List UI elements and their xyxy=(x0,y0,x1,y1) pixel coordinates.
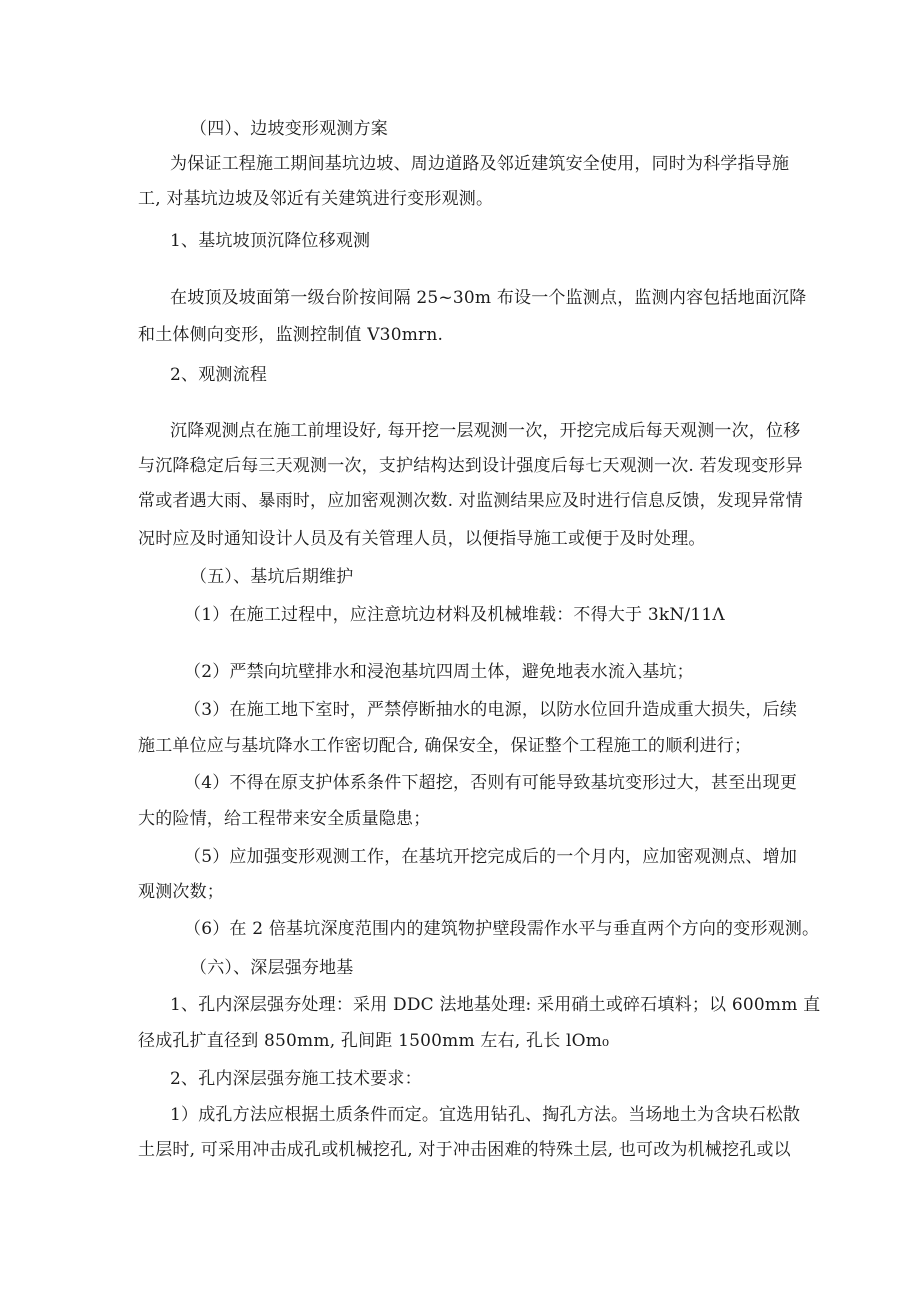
paragraph-line: 观测次数； xyxy=(138,882,224,902)
paragraph-line: 施工单位应与基坑降水工作密切配合, 确保安全，保证整个工程施工的顺利进行； xyxy=(138,736,752,756)
section-heading-6: （六）、深层强夯地基 xyxy=(190,958,354,978)
list-item-6: （6）在 2 倍基坑深度范围内的建筑物护壁段需作水平与垂直两个方向的变形观测。 xyxy=(184,919,820,939)
list-item-5: （5）应加强变形观测工作，在基坑开挖完成后的一个月内，应加密观测点、增加 xyxy=(184,847,798,867)
paragraph-line: 和土体侧向变形，监测控制值 V30mrn. xyxy=(138,325,444,345)
paragraph-line: 为保证工程施工期间基坑边坡、周边道路及邻近建筑安全使用，同时为科学指导施 xyxy=(170,154,790,174)
list-item-1: （1）在施工过程中，应注意坑边材料及机械堆载：不得大于 3kN∕11Λ xyxy=(184,605,725,625)
paragraph-line: 与沉降稳定后每三天观测一次，支护结构达到设计强度后每七天观测一次. 若发现变形异 xyxy=(138,456,803,476)
paragraph-line: 常或者遇大雨、暴雨时，应加密观测次数. 对监测结果应及时进行信息反馈，发现异常情 xyxy=(138,491,803,511)
section-heading-4: （四）、边坡变形观测方案 xyxy=(190,119,388,139)
paragraph-line: 径成孔扩直径到 850mm, 孔间距 1500mm 左右, 孔长 lOm₀ xyxy=(138,1031,610,1051)
subheading-2-technical: 2、孔内深层强夯施工技术要求： xyxy=(170,1069,422,1089)
paragraph-line: 在坡顶及坡面第一级台阶按间隔 25~30m 布设一个监测点，监测内容包括地面沉降 xyxy=(170,288,807,308)
paragraph-line: 况时应及时通知设计人员及有关管理人员，以便指导施工或便于及时处理。 xyxy=(138,529,706,549)
section-heading-5: （五）、基坑后期维护 xyxy=(190,567,354,587)
subheading-1: 1、基坑坡顶沉降位移观测 xyxy=(170,231,371,251)
paragraph-line: 沉降观测点在施工前埋设好, 每开挖一层观测一次，开挖完成后每天观测一次，位移 xyxy=(170,421,801,441)
paragraph-line: 大的险情，给工程带来安全质量隐患； xyxy=(138,809,431,829)
paragraph-line: 土层时, 可采用冲击成孔或机械挖孔, 对于冲击困难的特殊土层, 也可改为机械挖孔或以 xyxy=(138,1140,791,1160)
subheading-2: 2、观测流程 xyxy=(170,365,268,385)
paragraph-line: 1）成孔方法应根据土质条件而定。宜选用钻孔、掏孔方法。当场地土为含块石松散 xyxy=(170,1105,801,1125)
list-item-4: （4）不得在原支护体系条件下超挖，否则有可能导致基坑变形过大，甚至出现更 xyxy=(184,773,798,793)
list-item-2: （2）严禁向坑壁排水和浸泡基坑四周土体，避免地表水流入基坑； xyxy=(184,662,694,682)
paragraph-line: 1、孔内深层强夯处理：采用 DDC 法地基处理: 采用硝土或碎石填料；以 600mm 直 xyxy=(170,995,821,1015)
list-item-3: （3）在施工地下室时，严禁停断抽水的电源，以防水位回升造成重大损失，后续 xyxy=(184,700,798,720)
paragraph-line: 工, 对基坑边坡及邻近有关建筑进行变形观测。 xyxy=(138,189,494,209)
